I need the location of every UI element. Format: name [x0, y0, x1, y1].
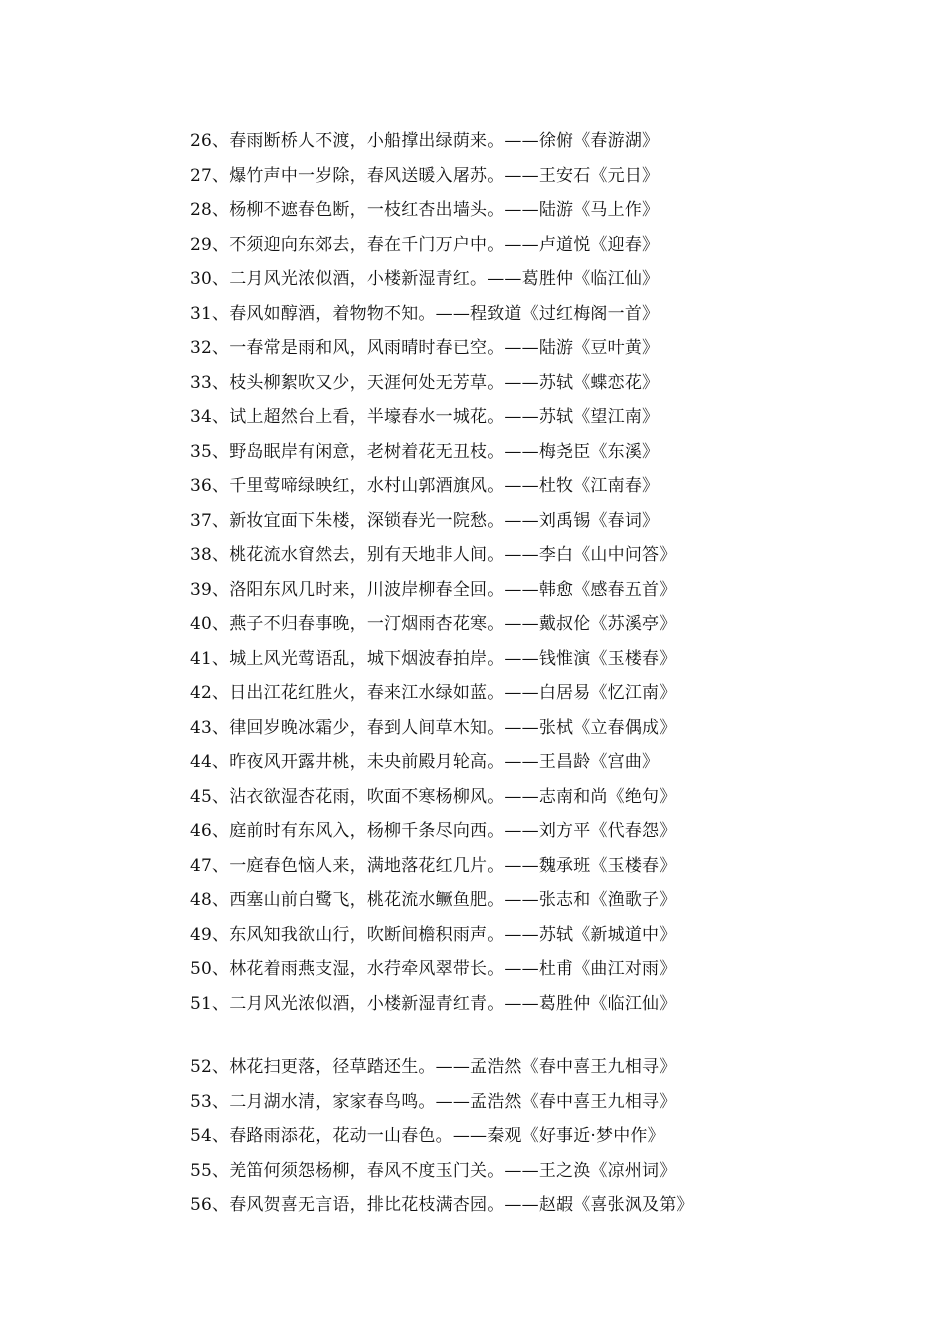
poem-line-54: 54、春路雨添花，花动一山春色。——秦观《好事近·梦中作》 [190, 1126, 665, 1146]
poem-line-36: 36、千里莺啼绿映红，水村山郭酒旗风。——杜牧《江南春》 [190, 476, 660, 496]
poem-line-37: 37、新妆宜面下朱楼，深锁春光一院愁。——刘禹锡《春词》 [190, 510, 660, 531]
poem-line-39: 39、洛阳东风几时来，川波岸柳春全回。——韩愈《感春五首》 [190, 579, 677, 600]
poem-line-34: 34、试上超然台上看，半壕春水一城花。——苏轼《望江南》 [190, 407, 660, 427]
poem-line-27: 27、爆竹声中一岁除，春风送暖入屠苏。——王安石《元日》 [190, 165, 660, 186]
poem-line-31: 31、春风如醇酒，着物物不知。——程致道《过红梅阁一首》 [190, 303, 660, 324]
poem-line-29: 29、不须迎向东郊去，春在千门万户中。——卢道悦《迎春》 [190, 234, 660, 255]
poem-line-51: 51、二月风光浓似酒，小楼新湿青红青。——葛胜仲《临江仙》 [190, 993, 677, 1014]
poem-line-42: 42、日出江花红胜火，春来江水绿如蓝。——白居易《忆江南》 [190, 683, 677, 703]
poem-line-28: 28、杨柳不遮春色断，一枝红杏出墙头。——陆游《马上作》 [190, 200, 660, 220]
poem-line-30: 30、二月风光浓似酒，小楼新湿青红。——葛胜仲《临江仙》 [190, 269, 660, 289]
poem-line-26: 26、春雨断桥人不渡，小船撑出绿荫来。——徐俯《春游湖》 [190, 131, 660, 151]
poem-line-56: 56、春风贺喜无言语，排比花枝满杏园。——赵嘏《喜张沨及第》 [190, 1195, 694, 1215]
poem-line-52: 52、林花扫更落，径草踏还生。——孟浩然《春中喜王九相寻》 [190, 1057, 677, 1077]
poem-lines-list-2 [190, 1050, 694, 1223]
poem-line-40: 40、燕子不归春事晚，一汀烟雨杏花寒。——戴叔伦《苏溪亭》 [190, 614, 677, 634]
poem-lines-list-1 [190, 124, 676, 1021]
poem-line-55: 55、羌笛何须怨杨柳，春风不度玉门关。——王之涣《凉州词》 [190, 1160, 677, 1181]
poem-line-48: 48、西塞山前白鹭飞，桃花流水鳜鱼肥。——张志和《渔歌子》 [190, 890, 677, 910]
poem-line-50: 50、林花着雨燕支湿，水荇牵风翠带长。——杜甫《曲江对雨》 [190, 959, 677, 979]
poem-line-46: 46、庭前时有东风入，杨柳千条尽向西。——刘方平《代春怨》 [190, 821, 677, 841]
poem-line-47: 47、一庭春色恼人来，满地落花红几片。——魏承班《玉楼春》 [190, 855, 677, 876]
poem-line-33: 33、枝头柳絮吹又少，天涯何处无芳草。——苏轼《蝶恋花》 [190, 372, 660, 393]
poem-line-41: 41、城上风光莺语乱，城下烟波春拍岸。——钱惟演《玉楼春》 [190, 648, 677, 669]
poem-line-53: 53、二月湖水清，家家春鸟鸣。——孟浩然《春中喜王九相寻》 [190, 1091, 677, 1112]
poem-line-45: 45、沾衣欲湿杏花雨，吹面不寒杨柳风。——志南和尚《绝句》 [190, 786, 677, 807]
poem-line-38: 38、桃花流水窅然去，别有天地非人间。——李白《山中问答》 [190, 545, 677, 565]
poem-line-32: 32、一春常是雨和风，风雨晴时春已空。——陆游《豆叶黄》 [190, 338, 660, 358]
poem-line-49: 49、东风知我欲山行，吹断间檐积雨声。——苏轼《新城道中》 [190, 924, 677, 945]
poem-line-43: 43、律回岁晚冰霜少，春到人间草木知。——张栻《立春偶成》 [190, 717, 677, 738]
poem-line-35: 35、野岛眠岸有闲意，老树着花无丑枝。——梅尧臣《东溪》 [190, 441, 660, 462]
poem-line-44: 44、昨夜风开露井桃，未央前殿月轮高。——王昌龄《宫曲》 [190, 752, 660, 772]
